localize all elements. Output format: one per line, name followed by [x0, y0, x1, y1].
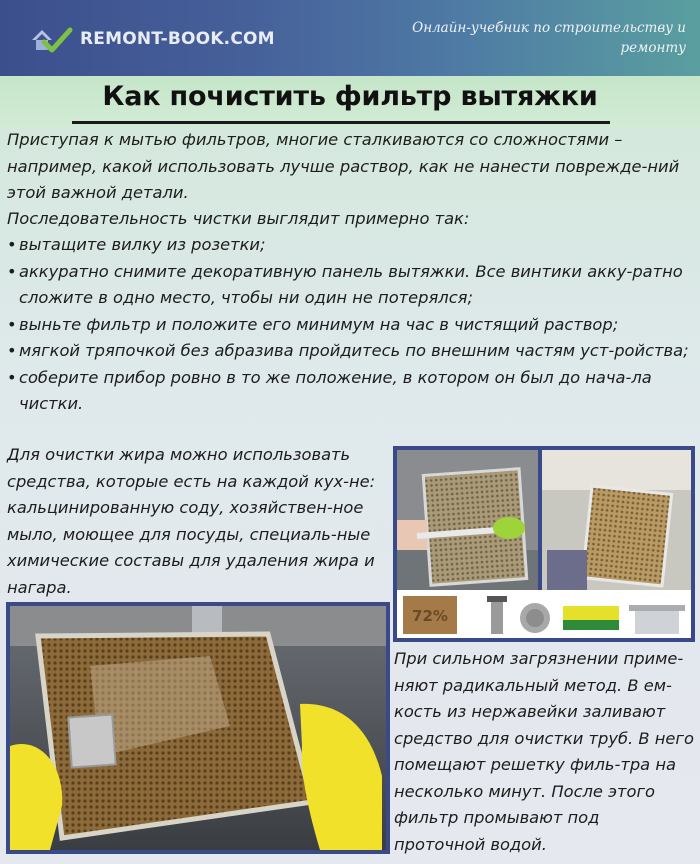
logo-text: REMONT-BOOK.COM	[80, 29, 275, 49]
soap-label: 72%	[412, 607, 448, 625]
site-logo[interactable]	[30, 24, 275, 54]
step-item: • мягкой тряпочкой без абразива пройдитесь по внешним частям уст-ройства;	[7, 338, 693, 365]
steps-list	[7, 232, 693, 418]
step-item: • соберите прибор ровно в то же положение, в котором он был до нача-ла чистки.	[7, 365, 693, 418]
cleaning-products-photo	[393, 446, 695, 642]
page-title: Как почистить фильтр вытяжки	[102, 81, 598, 112]
intro-paragraph: Приступая к мытью фильтров, многие сталкиваются со сложностями – например, какой использовать лучше раствор, как не нанести поврежде-ний этой важной детали.	[7, 130, 680, 202]
site-header	[0, 0, 700, 76]
site-tagline: Онлайн-учебник по строительству и ремонту	[412, 20, 686, 56]
filter-washing-photo	[6, 602, 390, 854]
grease-paragraph: Для очистки жира можно использовать средства, которые есть на каждой кух-не: кальцинированную соду, хозяйствен-ное мыло, моющее для посуды, специаль-ные химические составы для удаления жира и нагара.	[7, 445, 376, 597]
sequence-lead: Последовательность чистки выглядит примерно так:	[7, 209, 470, 228]
cleaning-products-image	[397, 450, 691, 638]
filter-washing-image	[10, 606, 386, 850]
step-item: • аккуратно снимите декоративную панель вытяжки. Все винтики акку-ратно сложите в одно место, чтобы ни один не потерялся;	[7, 259, 693, 312]
logo-icon	[30, 24, 74, 54]
step-item: • выньте фильтр и положите его минимум на час в чистящий раствор;	[7, 312, 693, 339]
step-item: • вытащите вилку из розетки;	[7, 232, 693, 259]
title-underline	[72, 121, 610, 124]
heavy-dirt-paragraph: При сильном загрязнении приме-няют радикальный метод. В ем-кость из нержавейки заливают средство для очистки труб. В него помещают решетку филь-тра на несколько минут. После этого фильтр промывают под проточной водой.	[394, 649, 694, 854]
